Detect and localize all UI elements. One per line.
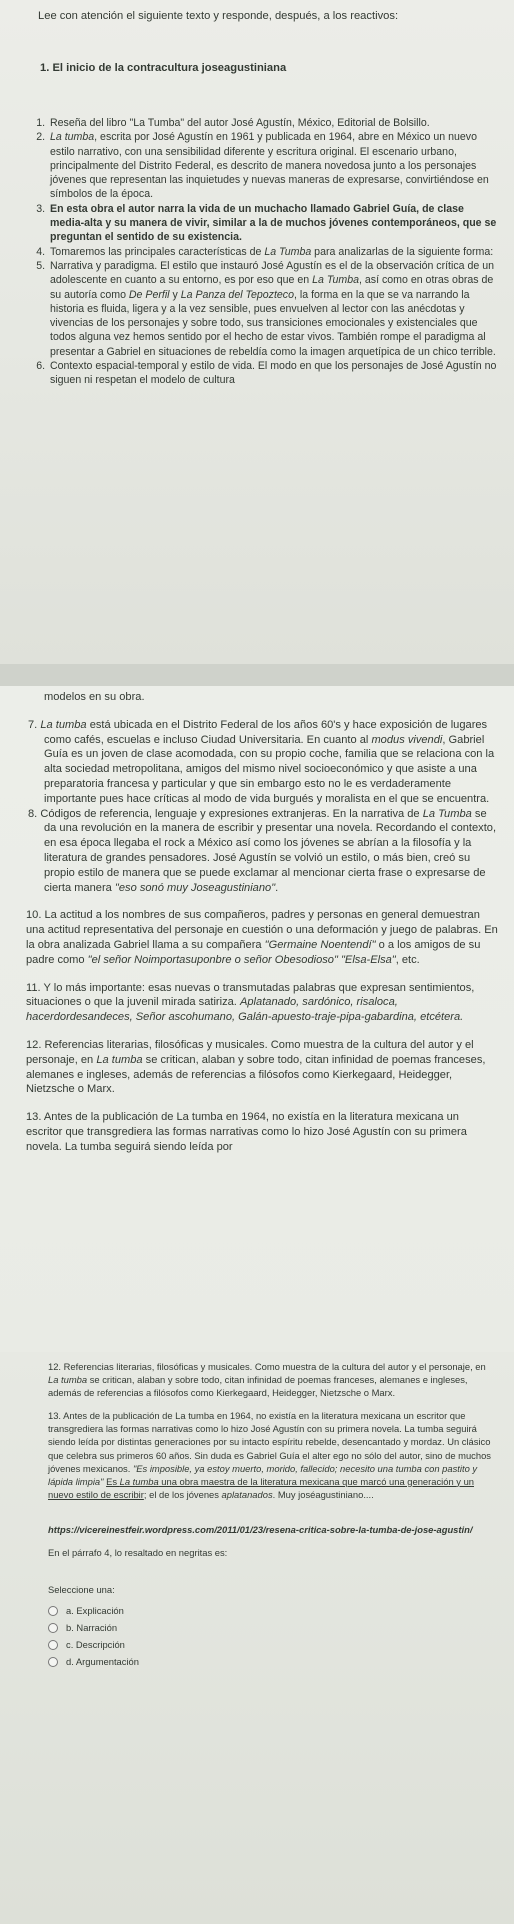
option-b-label: b. Narración: [66, 1622, 118, 1634]
page-divider: [0, 664, 514, 686]
select-label: Seleccione una:: [48, 1584, 115, 1596]
paragraph-2: 2. La tumba, escrita por José Agustín en 1961 y publicada en 1964, abre en México un nuevo estilo narrativo, con una sensibilidad diferente y escritura original. El escenario urbano, principalmente del Distrito Federal, es descrito de manera novedosa junto a los personajes jóvenes que representan las inquietudes y nuevas maneras de expresarse, convirtiéndose en símbolos de la época.: [48, 130, 498, 201]
option-d[interactable]: [48, 1653, 498, 1670]
paragraph-12: 12. Referencias literarias, filosóficas y musicales. Como muestra de la cultura del autor y el personaje, en La tumba se critican, alaban y sobre todo, citan infinidad de poemas franceses, alemanes e ingleses, además de referencias a filósofos como Kierkegaard, Heidegger, Nietzsche o Marx.: [26, 1038, 486, 1096]
option-b[interactable]: [48, 1619, 498, 1636]
option-a-label: a. Explicación: [66, 1605, 124, 1617]
paragraph-3-bold: 3. En esta obra el autor narra la vida de un muchacho llamado Gabriel Guía, de clase media-alta y su manera de vivir, similar a la de muchos jóvenes contemporáneos, que se preguntan el sentido de su existencia.: [48, 202, 498, 245]
paragraph-10: 10. La actitud a los nombres de sus compañeros, padres y personas en general demuestran una actitud representativa del personaje en cuestión o una deformación y juego de palabras. En la obra analizada Gabriel llama a su compañera "Germaine Noentendí" o a los amigos de su padre como "el señor Noimportasuponbre o señor Obesodioso" "Elsa-Elsa", etc.: [26, 909, 498, 966]
paragraph-12-repeat: 12. Referencias literarias, filosóficas y musicales. Como muestra de la cultura del autor y el personaje, en La tumba se critican, alaban y sobre todo, citan infinidad de poemas franceses, alemanes e ingleses, además de referencias a filósofos como Kierkegaard, Heidegger, Nietzsche o Marx.: [48, 1361, 486, 1399]
instructions: Lee con atención el siguiente texto y responde, después, a los reactivos:: [38, 10, 399, 22]
paragraph-8: 8. Códigos de referencia, lenguaje y expresiones extranjeras. En la narrativa de La Tumba se da una revolución en la manera de escribir y presentar una novela. Recordando el contexto, en esa época llegaba el rock a México así como los jóvenes se abrían a la filosofía y la literatura de grandes pensadores. José Agustín se volvió un estilo, o más bien, creó su propio estilo de manera que se puede exclamar al mencionar cierta frase o expresarse de cierta manera "eso sonó muy Joseagustiniano".: [28, 807, 497, 894]
text-section-top: [0, 0, 514, 664]
source-link[interactable]: https://vicereinestfeir.wordpress.com/2011/01/23/resena-critica-sobre-la-tumba-de-jose-agustin/: [48, 1523, 473, 1535]
paragraph-6: 6. Contexto espacial-temporal y estilo de vida. El modo en que los personajes de José Agustín no siguen ni respetan el modelo de cultura: [48, 359, 498, 388]
radio-button-icon[interactable]: [48, 1640, 58, 1650]
paragraph-13: 13. Antes de la publicación de La tumba en 1964, no existía en la literatura mexicana un escritor que transgrediera las formas narrativas como lo hizo José Agustín con su primera novela. La tumba seguirá siendo leída por: [26, 1111, 467, 1153]
paragraph-1: 1. Reseña del libro "La Tumba" del autor José Agustín, México, Editorial de Bolsillo.: [48, 116, 498, 130]
paragraph-11: 11. Y lo más importante: esas nuevas o transmutadas palabras que expresan sentimientos, situaciones o que la juvenil mirada satiriza. Aplatanado, sardónico, risaloca, hacerdordesandeces, Señor ascohumano, Galán-apuesto-traje-pipa-gabardina, etcétera.: [26, 981, 475, 1024]
paragraph-6-continued: modelos en su obra.: [44, 691, 145, 703]
paragraph-4: 4. Tomaremos las principales características de La Tumba para analizarlas de la siguiente forma:: [48, 245, 498, 259]
text-title: 1. El inicio de la contracultura joseagustiniana: [40, 62, 287, 74]
paragraph-7: 7. La tumba está ubicada en el Distrito Federal de los años 60's y hace exposición de lugares como cafés, escuelas e incluso Ciudad Universitaria. En cuanto al modus vivendi, Gabriel Guía es un joven de clase acomodada, con su propio coche, familia que se relaciona con la alta sociedad metropolitana, amigos del mismo nivel socioeconómico y que asiste a una preparatoria francesa y particular y que sin embargo esto no le es verdaderamente importante pues hace críticas al modo de vida burgués y moralista en el que se encuentra.: [28, 718, 495, 805]
text-section-middle: [0, 686, 514, 1352]
option-d-label: d. Argumentación: [66, 1656, 139, 1668]
answer-options: [48, 1602, 498, 1670]
numbered-paragraphs: [30, 116, 498, 388]
option-c-label: c. Descripción: [66, 1639, 125, 1651]
radio-button-icon[interactable]: [48, 1657, 58, 1667]
radio-button-icon[interactable]: [48, 1623, 58, 1633]
question-text: En el párrafo 4, lo resaltado en negritas es:: [48, 1547, 228, 1559]
radio-button-icon[interactable]: [48, 1606, 58, 1616]
paragraph-13-full: 13. Antes de la publicación de La tumba en 1964, no existía en la literatura mexicana un escritor que transgrediera las formas narrativas como lo hizo José Agustín con su primera novela. La tumba seguirá siendo leída por distintas generaciones por su intacto espíritu rebelde, desencantado y mordaz. Un clásico que celebra sus primeros 60 años. Sin duda es Gabriel Guía el alter ego no sólo del autor, sino de muchos jóvenes mexicanos. "Es imposible, ya estoy muerto, morido, fallecido; necesito una tumba con pastito y lápida limpia" Es La tumba una obra maestra de la literatura mexicana que marcó una generación y un nuevo estilo de escribir; el de los jóvenes aplatanados. Muy joséagustiniano....: [48, 1410, 491, 1500]
option-a[interactable]: [48, 1602, 498, 1619]
option-c[interactable]: [48, 1636, 498, 1653]
paragraph-5: 5. Narrativa y paradigma. El estilo que instauró José Agustín es el de la observación crítica de un adolescente en cuanto a su entorno, es por eso que en La Tumba, así como en otras obras de su autoría como De Perfil y La Panza del Tepozteco, la forma en la que se va narrando la historia es fluida, ligera y a la vez sensible, pues envuelven al lector con las anécdotas y vivencias de los personajes y sobre todo, sus transiciones emocionales y existenciales que todos alguna vez hemos sentido por el hecho de estar vivos. También rompe el paradigma al presentar a Gabriel en situaciones de rebeldía como la imagen arquetípica de un chico terrible.: [48, 259, 498, 359]
text-section-bottom: [0, 1352, 514, 1924]
